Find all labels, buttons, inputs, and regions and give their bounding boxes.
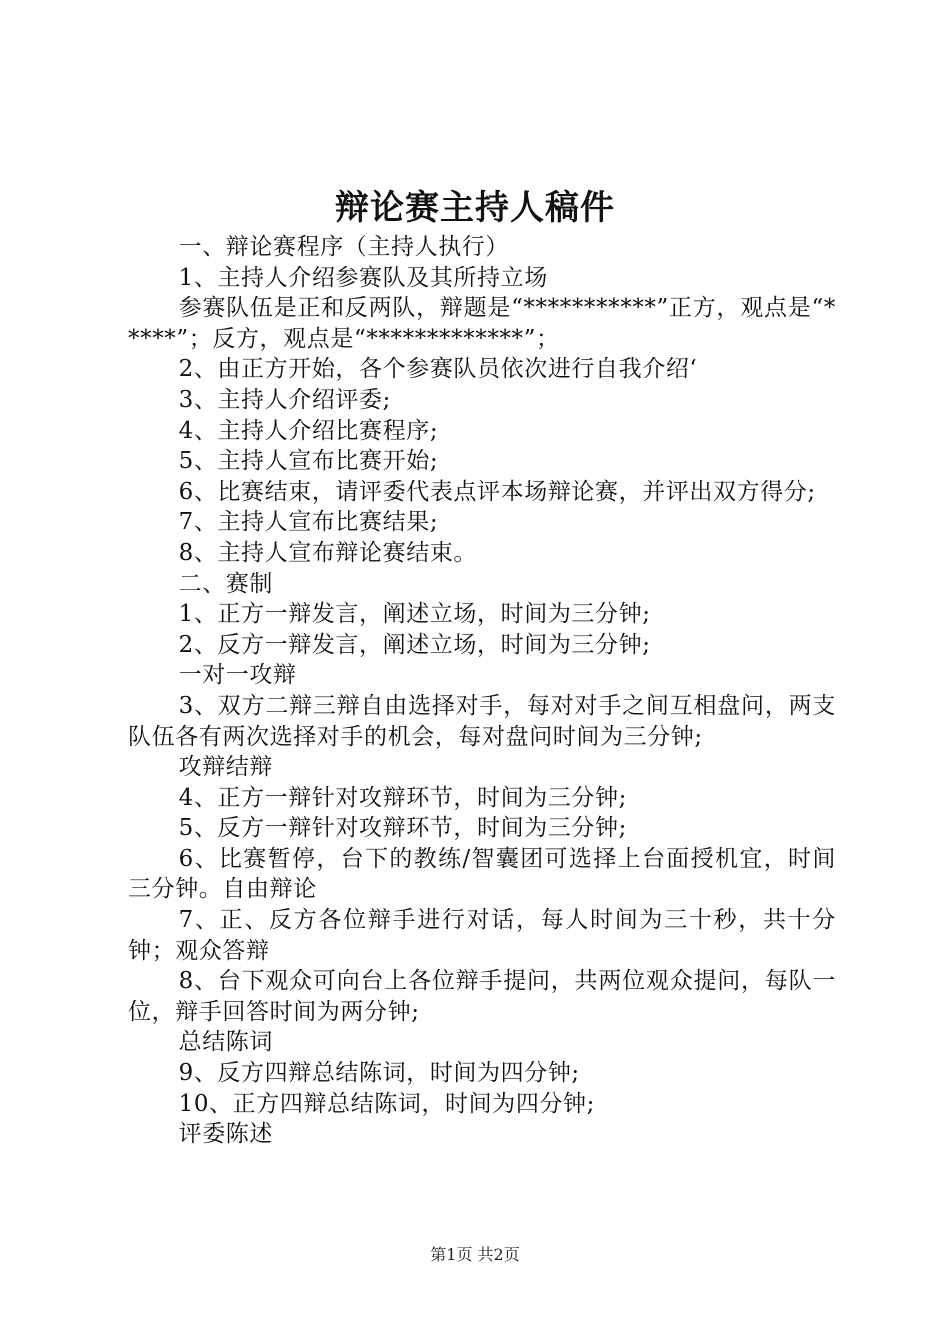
document-body	[128, 232, 836, 1150]
paragraph-16: 攻辩结辩	[178, 754, 273, 781]
paragraph-15: 3、双方二辩三辩自由选择对手，每对对手之间互相盘问，两支队伍各有两次选择对手的机会，每对盘问时间为三分钟;	[128, 692, 836, 750]
paragraph-25: 评委陈述	[178, 1121, 273, 1148]
paragraph-10: 8、主持人宣布辩论赛结束。	[178, 539, 478, 566]
paragraph-9: 7、主持人宣布比赛结果;	[178, 509, 439, 536]
paragraph-18: 5、反方一辩针对攻辩环节，时间为三分钟;	[178, 815, 627, 842]
paragraph-21: 8、台下观众可向台上各位辩手提问，共两位观众提问，每队一位，辩手回答时间为两分钟;	[128, 968, 836, 1025]
paragraph-8: 6、比赛结束，请评委代表点评本场辩论赛，并评出双方得分;	[178, 478, 816, 505]
paragraph-22: 总结陈词	[178, 1029, 273, 1056]
paragraph-20: 7、正、反方各位辩手进行对话，每人时间为三十秒，共十分钟；观众答辩	[128, 907, 836, 964]
paragraph-1: 一、辩论赛程序（主持人执行）	[178, 234, 509, 260]
page-number-footer: 第1页 共2页	[430, 1245, 520, 1264]
paragraph-13: 2、反方一辩发言，阐述立场，时间为三分钟;	[178, 631, 651, 658]
paragraph-2: 1、主持人介绍参赛队及其所持立场	[178, 264, 548, 291]
document-title: 辩论赛主持人稿件	[335, 188, 615, 228]
paragraph-23: 9、反方四辩总结陈词，时间为四分钟;	[178, 1060, 580, 1087]
paragraph-14: 一对一攻辩	[178, 662, 297, 689]
paragraph-4: 2、由正方开始，各个参赛队员依次进行自我介绍‘	[178, 356, 698, 383]
paragraph-19: 6、比赛暂停，台下的教练/智囊团可选择上台面授机宜，时间三分钟。自由辩论	[128, 845, 836, 903]
paragraph-3: 参赛队伍是正和反两队，辩题是“***********”正方，观点是“*****”；反方，观点是“*************”；	[128, 295, 836, 352]
paragraph-24: 10、正方四辩总结陈词，时间为四分钟;	[178, 1090, 596, 1117]
paragraph-5: 3、主持人介绍评委;	[178, 386, 391, 413]
paragraph-17: 4、正方一辩针对攻辩环节，时间为三分钟;	[178, 784, 627, 811]
paragraph-7: 5、主持人宣布比赛开始;	[178, 448, 439, 475]
paragraph-12: 1、正方一辩发言，阐述立场，时间为三分钟;	[178, 601, 651, 628]
paragraph-6: 4、主持人介绍比赛程序;	[178, 417, 439, 444]
paragraph-11: 二、赛制	[178, 570, 273, 597]
